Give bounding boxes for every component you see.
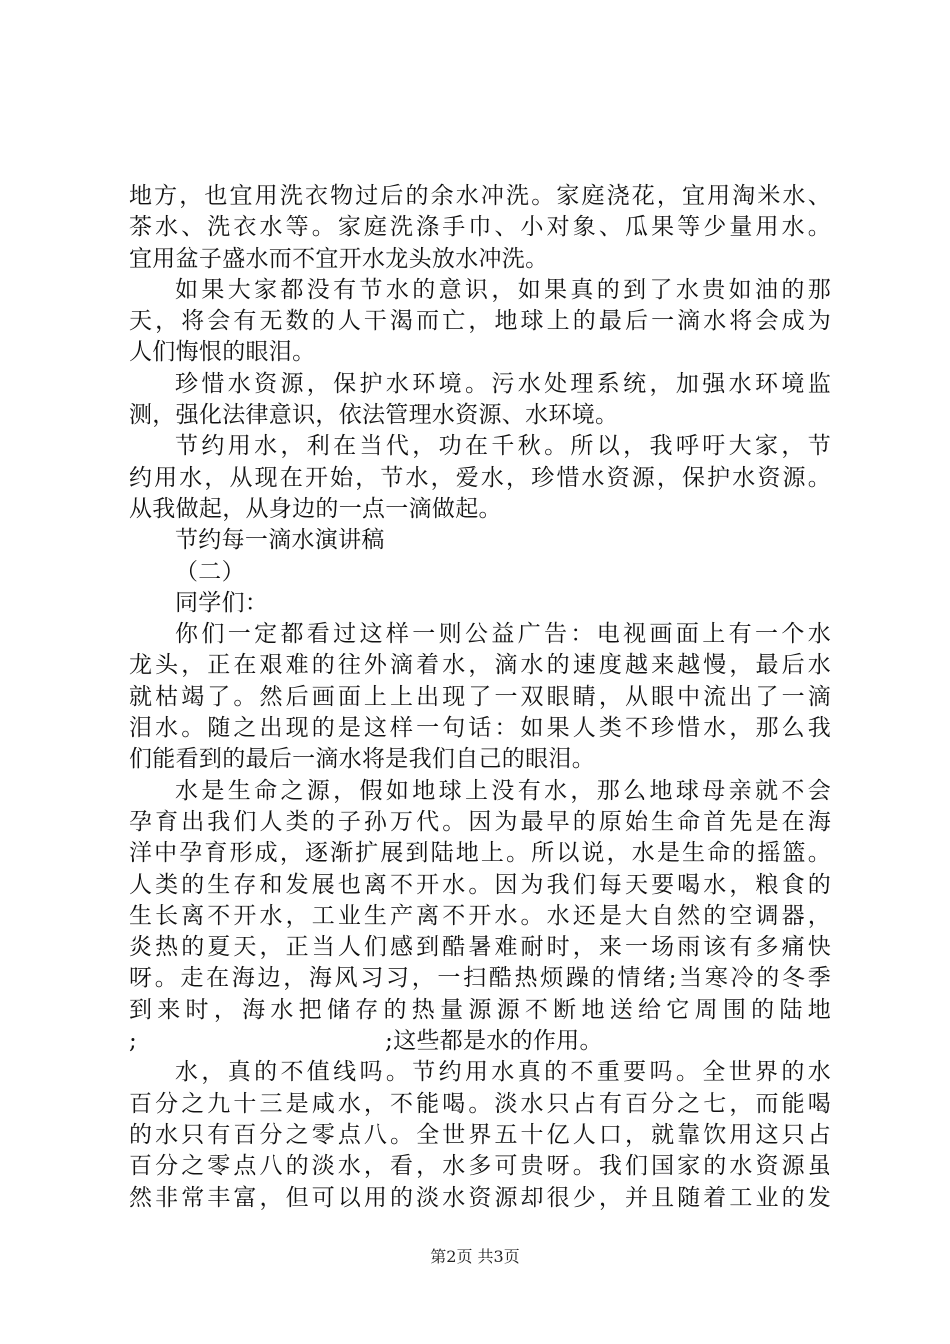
section-number: （二） [175, 558, 245, 585]
text-line: 地方，也宜用洗衣物过后的余水冲洗。家庭浇花，宜用淘米水、 [129, 183, 831, 209]
text-line: 生长离不开水，工业生产离不开水。水还是大自然的空调器， [129, 902, 831, 929]
text-fragment: ; [129, 1028, 138, 1055]
text-line: 龙头，正在艰难的往外滴着水，滴水的速度越来越慢，最后水 [129, 652, 831, 679]
text-line: 测，强化法律意识，依法管理水资源、水环境。 [129, 402, 619, 429]
section-title: 节约每一滴水演讲稿 [175, 527, 385, 554]
text-line [129, 1026, 831, 1057]
text-line: 天，将会有无数的人干渴而亡，地球上的最后一滴水将会成为 [129, 308, 831, 335]
page-number-footer: 第2页 共3页 [430, 1247, 520, 1266]
text-line: 约用水，从现在开始，节水，爱水，珍惜水资源，保护水资源。 [129, 464, 831, 491]
text-line: 洋中孕育形成，逐渐扩展到陆地上。所以说，水是生命的摇篮。 [129, 840, 831, 867]
paragraph-start-line: 如果大家都没有节水的意识，如果真的到了水贵如油的那 [175, 276, 831, 303]
text-line: 炎热的夏天，正当人们感到酷暑难耐时，来一场雨该有多痛快 [129, 934, 831, 961]
text-line: 到来时，海水把储存的热量源源不断地送给它周围的陆地 [129, 996, 831, 1023]
text-line: 人们悔恨的眼泪。 [129, 339, 316, 366]
paragraph-start-line: 水，真的不值线吗。节约用水真的不重要吗。全世界的水 [175, 1059, 831, 1086]
paragraph-start-line: 水是生命之源，假如地球上没有水，那么地球母亲就不会 [175, 777, 831, 804]
text-line: 从我做起，从身边的一点一滴做起。 [129, 495, 502, 522]
text-line: 茶水、洗衣水等。家庭洗涤手巾、小对象、瓜果等少量用水。 [129, 214, 831, 241]
text-line: 泪水。随之出现的是这样一句话：如果人类不珍惜水，那么我 [129, 715, 831, 742]
text-fragment: ;这些都是水的作用。 [385, 1028, 603, 1055]
text-line: 宜用盆子盛水而不宜开水龙头放水冲洗。 [129, 245, 549, 272]
paragraph-start-line: 珍惜水资源，保护水环境。污水处理系统，加强水环境监 [175, 370, 831, 397]
text-line: 人类的生存和发展也离不开水。因为我们每天要喝水，粮食的 [129, 871, 831, 898]
salutation: 同学们： [175, 589, 269, 616]
text-line: 然非常丰富，但可以用的淡水资源却很少，并且随着工业的发 [129, 1184, 831, 1211]
text-line: 孕育出我们人类的子孙万代。因为最早的原始生命首先是在海 [129, 808, 831, 835]
document-body [129, 181, 831, 1214]
text-line: 百分之九十三是咸水，不能喝。淡水只占有百分之七，而能喝 [129, 1090, 831, 1117]
text-line: 呀。走在海边，海风习习，一扫酷热烦躁的情绪;当寒冷的冬季 [129, 965, 831, 992]
text-line: 的水只有百分之零点八。全世界五十亿人口，就靠饮用这只占 [129, 1121, 831, 1148]
paragraph-start-line: 节约用水，利在当代，功在千秋。所以，我呼吁大家，节 [175, 433, 831, 460]
paragraph-start-line: 你们一定都看过这样一则公益广告：电视画面上有一个水 [175, 621, 831, 648]
text-line: 就枯竭了。然后画面上上出现了一双眼睛，从眼中流出了一滴 [129, 683, 831, 710]
text-line: 百分之零点八的淡水，看，水多可贵呀。我们国家的水资源虽 [129, 1153, 831, 1180]
text-line: 们能看到的最后一滴水将是我们自己的眼泪。 [129, 746, 595, 773]
